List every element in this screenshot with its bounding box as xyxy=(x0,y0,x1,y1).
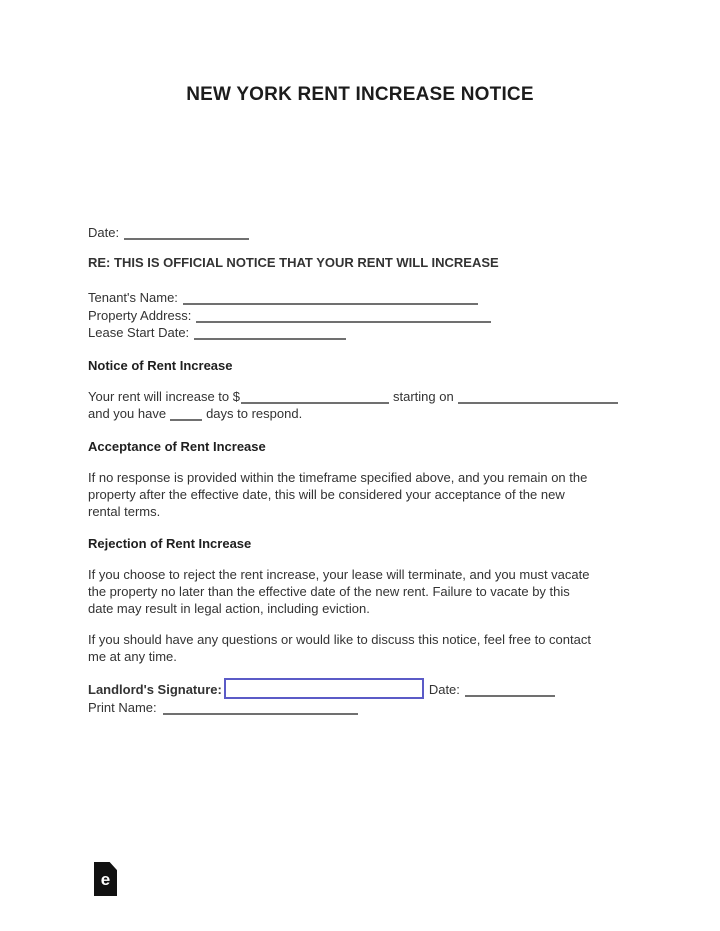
notice-sentence-part4: days to respond. xyxy=(206,405,303,421)
property-address-row xyxy=(88,307,632,325)
start-date-blank xyxy=(458,390,618,404)
notice-sentence-part3: and you have xyxy=(88,405,167,421)
property-address-label: Property Address: xyxy=(88,307,192,323)
rejection-line-1: If you choose to reject the rent increase, your lease will terminate, and you must vacate xyxy=(88,566,590,582)
signature-block xyxy=(88,678,632,716)
acceptance-paragraph xyxy=(88,469,632,520)
signature-date-label: Date: xyxy=(428,681,460,697)
closing-line-1: If you should have any questions or would like to discuss this notice, feel free to contact xyxy=(88,631,591,647)
page-title: NEW YORK RENT INCREASE NOTICE xyxy=(186,84,534,105)
tenant-name-label: Tenant's Name: xyxy=(88,290,178,305)
days-blank xyxy=(170,407,202,421)
landlord-signature-field[interactable] xyxy=(224,678,424,699)
notice-paragraph xyxy=(88,388,632,422)
print-name-label: Print Name: xyxy=(88,699,157,715)
landlord-signature-label: Landlord's Signature: xyxy=(88,681,222,697)
notice-section-heading: Notice of Rent Increase xyxy=(88,357,233,373)
acceptance-line-3: rental terms. xyxy=(88,503,161,519)
lease-start-date-label: Lease Start Date: xyxy=(88,325,190,340)
property-address-blank xyxy=(196,309,491,323)
acceptance-line-2: property after the effective date, this will be considered your acceptance of the new xyxy=(88,486,565,502)
notice-sentence-line-2 xyxy=(88,405,632,422)
eforms-logo xyxy=(94,862,117,896)
logo-letter: e xyxy=(100,870,111,889)
acceptance-section-heading: Acceptance of Rent Increase xyxy=(88,438,266,454)
date-row xyxy=(88,224,632,241)
rent-amount-blank xyxy=(241,390,389,404)
notice-sentence-line-1 xyxy=(88,388,632,405)
notice-sentence-part1: Your rent will increase to $ xyxy=(88,388,240,404)
date-label: Date: xyxy=(88,225,120,240)
lease-start-date-blank xyxy=(194,326,346,340)
lease-start-date-row xyxy=(88,324,632,342)
rejection-line-2: the property no later than the effective date of the new rent. Failure to vacate by this xyxy=(88,583,570,599)
tenant-name-blank xyxy=(183,291,478,305)
rejection-section-heading: Rejection of Rent Increase xyxy=(88,535,252,551)
recipient-block xyxy=(88,289,632,342)
closing-paragraph xyxy=(88,631,632,665)
print-name-row xyxy=(88,699,632,716)
re-line: RE: THIS IS OFFICIAL NOTICE THAT YOUR RENT WILL INCREASE xyxy=(88,255,499,270)
rejection-paragraph xyxy=(88,566,632,617)
date-blank xyxy=(124,226,249,240)
rejection-line-3: date may result in legal action, including eviction. xyxy=(88,600,370,616)
notice-sentence-part2: starting on xyxy=(393,388,454,404)
closing-line-2: me at any time. xyxy=(88,648,177,664)
acceptance-line-1: If no response is provided within the timeframe specified above, and you remain on the xyxy=(88,469,588,485)
print-name-blank xyxy=(163,701,358,715)
signature-row xyxy=(88,678,632,699)
signature-date-blank xyxy=(465,683,555,697)
tenant-name-row xyxy=(88,289,632,307)
